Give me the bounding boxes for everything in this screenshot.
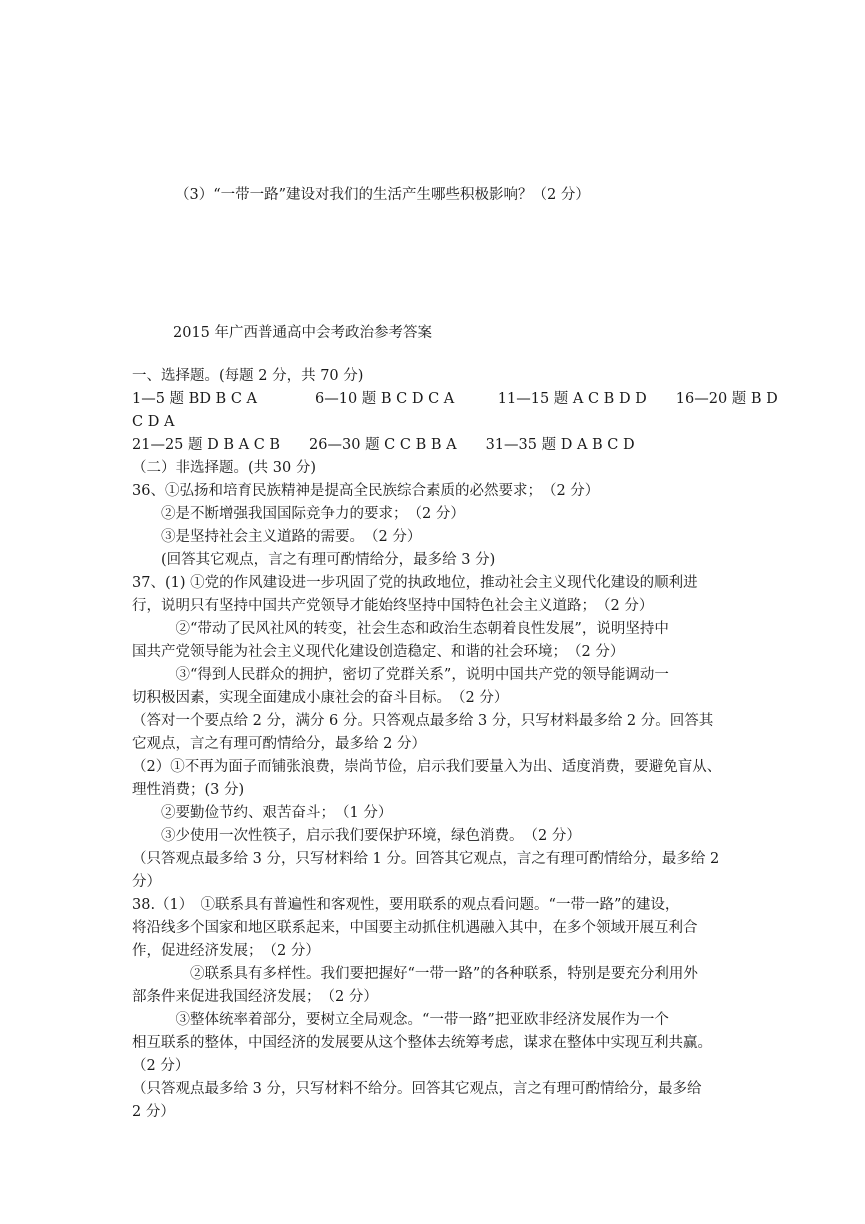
q36-line: 36、①弘扬和培育民族精神是提高全民族综合素质的必然要求； （2 分） (132, 483, 600, 499)
q38-line: 相互联系的整体，中国经济的发展要从这个整体去统筹考虑，谋求在整体中实现互利共赢。 (132, 1035, 712, 1051)
q37-line: 它观点，言之有理可酌情给分，最多给 2 分） (132, 736, 426, 752)
question-3: （3）“一带一路”建设对我们的生活产生哪些积极影响？（2 分） (175, 187, 590, 203)
q37-line: （2）①不再为面子而铺张浪费，崇尚节俭，启示我们要量入为出、适度消费，要避免盲从、 (132, 759, 722, 775)
q37-line: 37、(1) ①党的作风建设进一步巩固了党的执政地位，推动社会主义现代化建设的顺利进 (132, 575, 698, 591)
q38-line: 作，促进经济发展； （2 分） (132, 943, 320, 959)
q37-line: （答对一个要点给 2 分，满分 6 分。只答观点最多给 3 分，只写材料最多给 2 分。回答其 (132, 713, 714, 729)
mc-answers-row-1: 1—5 题 BD B C A 6—10 题 B C D C A 11—15 题 A C B D D 16—20 题 B D (132, 391, 778, 407)
q38-line: ②联系具有多样性。我们要把握好“一带一路”的各种联系，特别是要充分利用外 (132, 966, 698, 982)
q37-line: ②“带动了民风社风的转变，社会生态和政治生态朝着良性发展”，说明坚持中 (132, 621, 669, 637)
mc-answers-row-2: 21—25 题 D B A C B 26—30 题 C C B B A 31—35 题 D A B C D (132, 437, 635, 453)
q37-line: （只答观点最多给 3 分，只写材料给 1 分。回答其它观点，言之有理可酌情给分，最多给 2 (132, 851, 720, 867)
q37-line: 国共产党领导能为社会主义现代化建设创造稳定、和谐的社会环境； （2 分） (132, 644, 625, 660)
q38-line: 部条件来促进我国经济发展； （2 分） (132, 989, 378, 1005)
q37-line: 行，说明只有坚持中国共产党领导才能始终坚持中国特色社会主义道路； （2 分） (132, 598, 654, 614)
part1-header: 一、选择题。(每题 2 分，共 70 分) (132, 368, 364, 384)
q36-line: ②是不断增强我国国际竞争力的要求； （2 分） (132, 506, 465, 522)
q38-line: 将沿线多个国家和地区联系起来，中国要主动抓住机遇融入其中，在多个领域开展互利合 (132, 920, 698, 936)
mc-answers-row-1-cont: C D A (132, 414, 175, 430)
q38-line: ③整体统率着部分，要树立全局观念。“一带一路”把亚欧非经济发展作为一个 (132, 1012, 669, 1028)
q38-line: 38.（1） ①联系具有普遍性和客观性，要用联系的观点看问题。“一带一路”的建设， (132, 897, 680, 913)
part2-header: （二）非选择题。(共 30 分) (132, 460, 316, 476)
q37-line: ③少使用一次性筷子，启示我们要保护环境，绿色消费。 （2 分） (132, 828, 581, 844)
q37-line: ②要勤俭节约、艰苦奋斗； （1 分） (132, 805, 393, 821)
q36-line: (回答其它观点，言之有理可酌情给分，最多给 3 分) (132, 552, 496, 568)
q37-line: ③“得到人民群众的拥护，密切了党群关系”，说明中国共产党的领导能调动一 (132, 667, 669, 683)
q38-line: （2 分） (132, 1058, 190, 1074)
q37-line: 分） (132, 874, 161, 890)
q38-line: （只答观点最多给 3 分，只写材料不给分。回答其它观点，言之有理可酌情给分，最多给 (132, 1081, 702, 1097)
q36-line: ③是坚持社会主义道路的需要。 （2 分） (132, 529, 422, 545)
answer-title: 2015 年广西普通高中会考政治参考答案 (173, 325, 433, 341)
q38-line: 2 分） (132, 1104, 175, 1120)
q37-line: 理性消费；(3 分) (132, 782, 245, 798)
q37-line: 切积极因素，实现全面建成小康社会的奋斗目标。 （2 分） (132, 690, 509, 706)
